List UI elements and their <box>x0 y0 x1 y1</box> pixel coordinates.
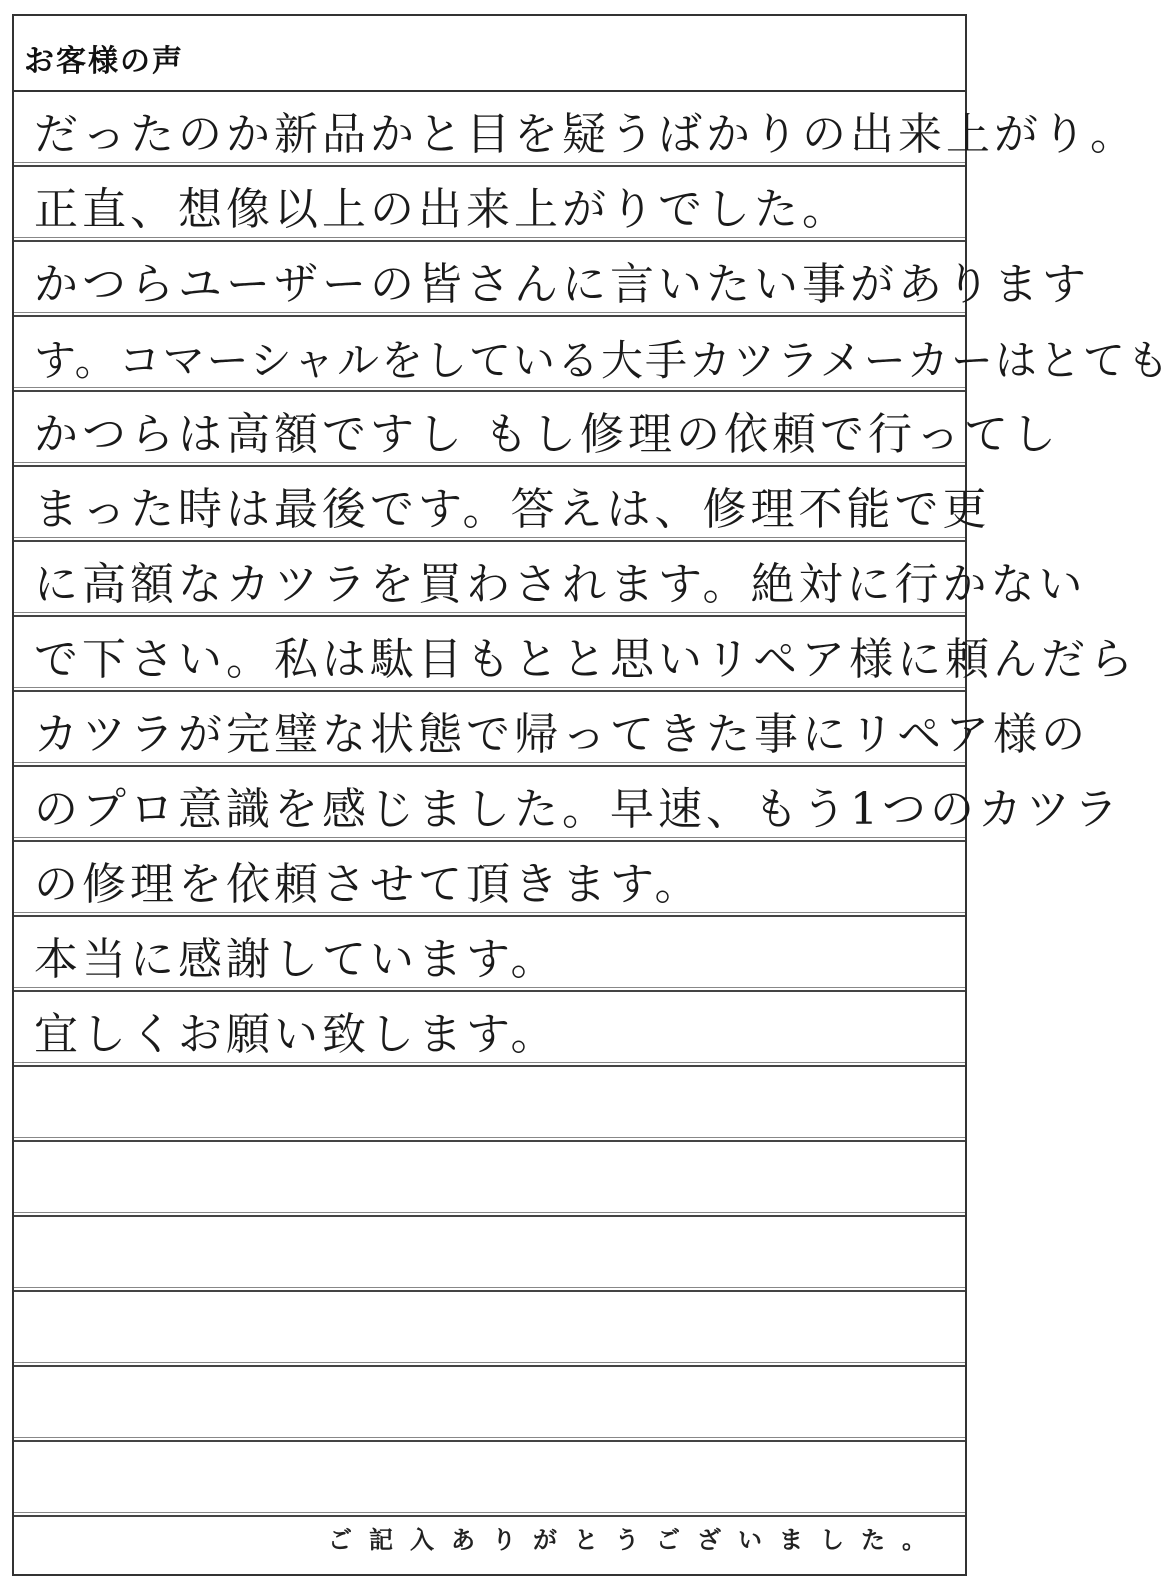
line-text: まった時は最後です。答えは、修理不能で更 <box>34 484 991 535</box>
line-row <box>14 542 1087 617</box>
line-row <box>14 692 1090 767</box>
line-text: かつらユーザーの皆さんに言いたい事があります <box>34 259 1090 310</box>
line-row <box>14 992 965 1067</box>
line-row <box>14 842 965 917</box>
line-row <box>14 242 1090 317</box>
line-row <box>14 617 1138 692</box>
line-row <box>14 1367 965 1442</box>
line-row <box>14 317 1171 392</box>
line-text: の修理を依頼させて頂きます。 <box>34 859 703 910</box>
sheet-header <box>14 16 965 92</box>
handwritten-lines <box>14 92 1171 1517</box>
line-row <box>14 167 965 242</box>
page-title: お客様の声 <box>24 44 184 79</box>
line-row <box>14 1292 965 1367</box>
feedback-sheet <box>12 14 1171 1576</box>
line-row <box>14 92 1138 167</box>
line-text: カツラが完璧な状態で帰ってきた事にリペア様の <box>34 709 1090 760</box>
line-text: かつらは高額ですし もし修理の依頼で行ってし <box>34 409 1060 460</box>
line-row <box>14 1067 965 1142</box>
line-row <box>14 767 1122 842</box>
line-text: す。コマーシャルをしている大手カツラメーカーはとても <box>34 336 1171 385</box>
line-row <box>14 917 965 992</box>
line-text: 本当に感謝しています。 <box>34 934 559 985</box>
line-row <box>14 467 991 542</box>
line-text: に高額なカツラを買わされます。絶対に行かない <box>34 559 1087 610</box>
line-text: のプロ意識を感じました。早速、もう1つのカツラ <box>34 784 1122 835</box>
line-text: 正直、想像以上の出来上がりでした。 <box>34 184 850 235</box>
sheet-footer <box>14 1498 965 1574</box>
line-text: だったのか新品かと目を疑うばかりの出来上がり。 <box>34 109 1138 160</box>
line-row <box>14 1142 965 1217</box>
line-text: 宜しくお願い致します。 <box>34 1009 559 1060</box>
line-row <box>14 1217 965 1292</box>
line-row <box>14 392 1060 467</box>
line-text: で下さい。私は駄目もとと思いリペア様に頼んだら <box>34 634 1138 685</box>
thanks-message: ご記入ありがとうございました。 <box>328 1526 943 1554</box>
